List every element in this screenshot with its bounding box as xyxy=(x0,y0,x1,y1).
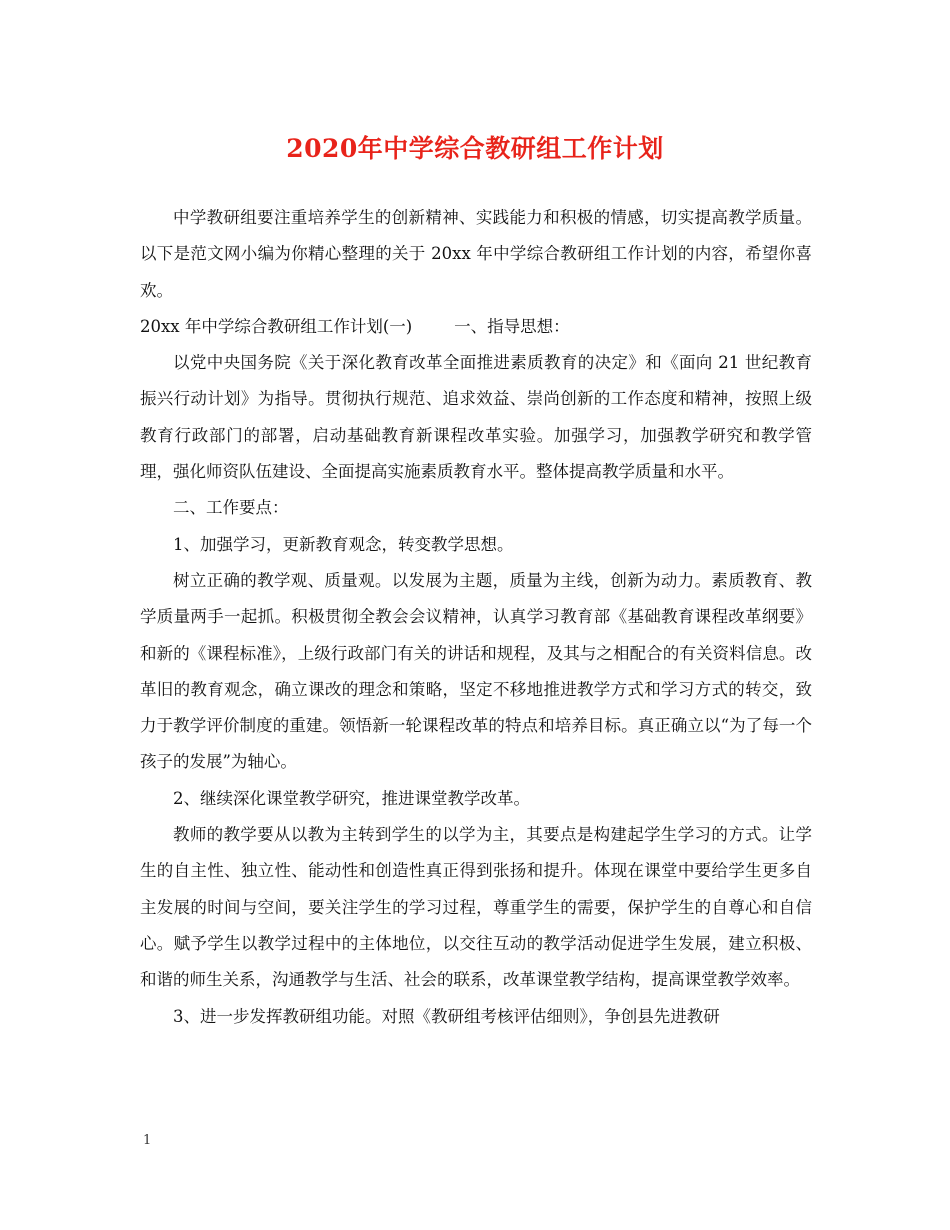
intro-paragraph: 中学教研组要注重培养学生的创新精神、实践能力和积极的情感，切实提高教学质量。以下是范文网小编为你精心整理的关于 20xx 年中学综合教研组工作计划的内容，希望你喜欢。 xyxy=(140,208,812,300)
point-3-paragraph: 3、进一步发挥教研组功能。对照《教研组考核评估细则》，争创县先进教研 xyxy=(173,1006,720,1026)
point-1-heading: 1、加强学习，更新教育观念，转变教学思想。 xyxy=(173,534,514,554)
point-1-paragraph: 树立正确的教学观、质量观。以发展为主题，质量为主线，创新为动力。素质教育、教学质量两手一起抓。积极贯彻全教会会议精神，认真学习教育部《基础教育课程改革纲要》和新的《课程标准》，上级行政部门有关的讲话和规程，及其与之相配合的有关资料信息。改革旧的教育观念，确立课改的理念和策略，坚定不移地推进教学方式和学习方式的转交，致力于教学评价制度的重建。领悟新一轮课程改革的特点和培养目标。真正确立以“为了每一个孩子的发展”为轴心。 xyxy=(140,570,812,772)
page-number: 1 xyxy=(143,1133,152,1148)
document-title: 2020年中学综合教研组工作计划 xyxy=(286,134,664,163)
section-heading-work-points: 二、工作要点： xyxy=(173,498,289,518)
guiding-ideology-paragraph: 以党中央国务院《关于深化教育改革全面推进素质教育的决定》和《面向 21 世纪教育振兴行动计划》为指导。贯彻执行规范、追求效益、崇尚创新的工作态度和精神，按照上级教育行政部门的部署，启动基础教育新课程改革实验。加强学习，加强教学研究和教学管理，强化师资队伍建设、全面提高实施素质教育水平。整体提高教学质量和水平。 xyxy=(140,353,812,482)
document-body xyxy=(140,200,812,1035)
point-2-heading: 2、继续深化课堂教学研究，推进课堂教学改革。 xyxy=(173,788,530,808)
point-2-paragraph: 教师的教学要从以教为主转到学生的以学为主，其要点是构建起学生学习的方式。让学生的自主性、独立性、能动性和创造性真正得到张扬和提升。体现在课堂中要给学生更多自主发展的时间与空间，要关注学生的学习过程，尊重学生的需要，保护学生的自尊心和自信心。赋予学生以教学过程中的主体地位，以交往互动的教学活动促进学生发展，建立积极、和谐的师生关系，沟通教学与生活、社会的联系，改革课堂教学结构，提高课堂教学效率。 xyxy=(140,825,812,990)
plan-heading-line: 20xx 年中学综合教研组工作计划(一) 一、指导思想： xyxy=(140,316,570,336)
